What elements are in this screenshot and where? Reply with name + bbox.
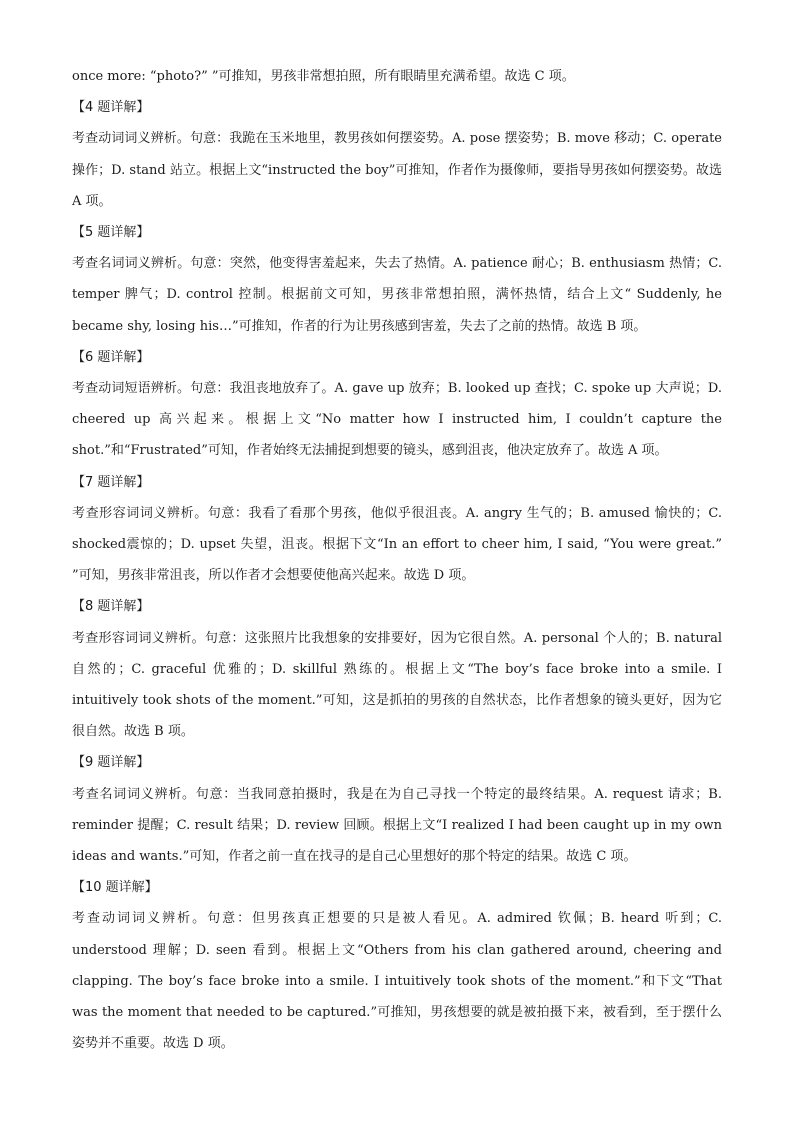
section-heading-q6: 【6 题详解】 [72,349,150,365]
explanation-q7: 考查形容词词义辨析。句意：我看了看那个男孩，他似乎很沮丧。A. angry 生气的；B. amused 愉快的；C. shocked震惊的；D. upset 失望，沮丧。根据下文“In an effort to cheer him, I said, “You were great.” ”可知，男孩非常沮丧，所以作者才会想要使他高兴起来。故选 D 项。 [72,505,722,584]
explanation-q4: 考查动词词义辨析。句意：我跪在玉米地里，教男孩如何摆姿势。A. pose 摆姿势；B. move 移动；C. operate 操作；D. stand 站立。根据上文“instructed the boy”可推知，作者作为摄像师，要指导男孩如何摆姿势。故选 A 项。 [72,131,722,209]
continuation-paragraph: once more: “photo?” ”可推知，男孩非常想拍照，所有眼睛里充满希望。故选 C 项。 [72,69,575,84]
explanation-q5: 考查名词词义辨析。句意：突然，他变得害羞起来，失去了热情。A. patience 耐心；B. enthusiasm 热情；C. temper 脾气；D. control 控制。根据前文可知，男孩非常想拍照，满怀热情，结合上文“ Suddenly, he became shy, losing his…”可推知，作者的行为让男孩感到害羞，失去了之前的热情。故选 B 项。 [72,256,722,334]
section-heading-q8: 【8 题详解】 [72,599,150,615]
explanation-q9: 考查名词词义辨析。句意：当我同意拍摄时，我是在为自己寻找一个特定的最终结果。A. request 请求；B. reminder 提醒；C. result 结果；D. review 回顾。根据上文“I realized I had been caught up in my own ideas and wants.”可知，作者之前一直在找寻的是自己心里想好的那个特定的结果。故选 C 项。 [72,786,722,865]
section-heading-q9: 【9 题详解】 [72,755,150,771]
explanation-q10: 考查动词词义辨析。句意：但男孩真正想要的只是被人看见。A. admired 钦佩；B. heard 听到；C. understood 理解；D. seen 看到。根据上文“Others from his clan gathered around, cheering and clapping. The boy’s face broke into a smile. I intuitively took shots of the moment.”和下文“That was the moment that needed to be captured.”可推知，男孩想要的就是被拍摄下来，被看到，至于摆什么姿势并不重要。故选 D 项。 [72,911,722,1052]
explanation-q8: 考查形容词词义辨析。句意：这张照片比我想象的安排要好，因为它很自然。A. personal 个人的；B. natural 自然的；C. graceful 优雅的；D. skillful 熟练的。根据上文“The boy’s face broke into a smile. I intuitively took shots of the moment.”可知，这是抓拍的男孩的自然状态，比作者想象的镜头更好，因为它很自然。故选 B 项。 [72,630,722,740]
explanation-q6: 考查动词短语辨析。句意：我沮丧地放弃了。A. gave up 放弃；B. looked up 查找；C. spoke up 大声说；D. cheered up 高兴起来。根据上文“No matter how I instructed him, I couldn’t capture the shot.”和“Frustrated”可知，作者始终无法捕捉到想要的镜头，感到沮丧，他决定放弃了。故选 A 项。 [72,381,722,459]
section-heading-q5: 【5 题详解】 [72,225,150,241]
document-page [72,61,722,1060]
section-heading-q10: 【10 题详解】 [72,880,158,896]
section-heading-q7: 【7 题详解】 [72,474,150,490]
section-heading-q4: 【4 题详解】 [72,100,150,116]
